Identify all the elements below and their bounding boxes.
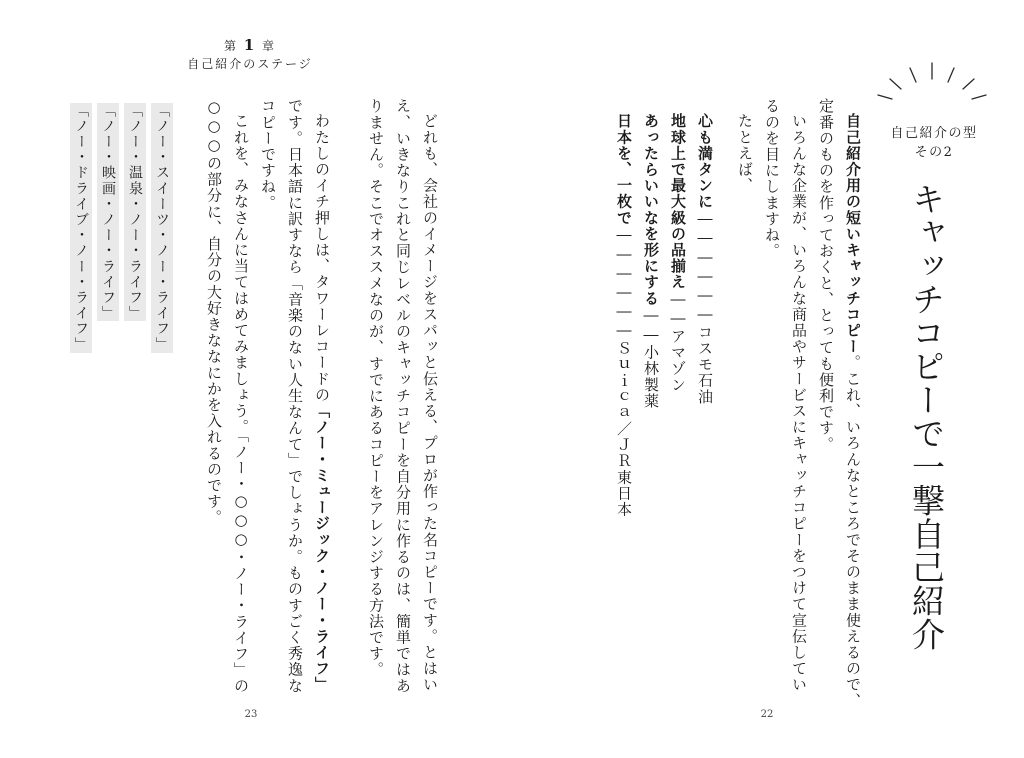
page-number-right: 22 xyxy=(760,709,774,720)
chapter-title: 自己紹介のステージ xyxy=(187,57,313,71)
sample-copy: 「ノー・映画・ノー・ライフ」 xyxy=(97,103,119,321)
chapter-prefix: 第 xyxy=(223,39,238,53)
chapter-number: 1 xyxy=(243,36,257,54)
right-para1-line5: たとえば、 xyxy=(736,113,754,194)
right-para1-line2: 定番のものを作っておくと、とっても便利です。 xyxy=(817,98,835,453)
sunburst-ornament xyxy=(870,55,1000,115)
bold-quote: 「ノー・ミュージック・ノー・ライフ」 xyxy=(313,402,331,693)
left-para2-line1: どれも、会社のイメージをスパッと伝える、プロが作った名コピーです。とはい xyxy=(421,113,439,693)
page-number-left: 23 xyxy=(244,709,258,720)
example-item: あったらいいなを形にする――小林製薬 xyxy=(642,113,660,409)
right-para1-line4: るのを目にしますね。 xyxy=(763,98,781,259)
left-para4-line2: ○○○の部分に、自分の大好きななにかを入れるのです。 xyxy=(205,98,223,526)
left-para3-line1: わたしのイチ押しは、タワーレコードの「ノー・ミュージック・ノー・ライフ」 xyxy=(313,113,331,693)
chapter-suffix: 章 xyxy=(262,39,277,53)
sample-copy: 「ノー・スイーツ・ノー・ライフ」 xyxy=(151,103,173,353)
left-para3-line3: コピーですね。 xyxy=(259,98,277,211)
left-para3-line2: です。日本語に訳すなら「音楽のない人生なんて」でしょうか。ものすごく秀逸な xyxy=(286,98,304,694)
type-label-line1: 自己紹介の型 xyxy=(890,126,978,141)
sample-copy: 「ノー・温泉・ノー・ライフ」 xyxy=(124,103,146,321)
left-para2-line2: え、いきなりこれと同じレベルのキャッチコピーを自分用に作るのは、簡単ではあ xyxy=(394,98,412,694)
right-para1-line3: いろんな企業が、いろんな商品やサービスにキャッチコピーをつけて宣伝してい xyxy=(790,113,808,693)
example-item: 日本を、一枚で――――――Ｓｕｉｃａ／ＪＲ東日本 xyxy=(615,113,633,518)
sample-copy: 「ノー・ドライブ・ノー・ライフ」 xyxy=(70,103,92,353)
bold-lead: 自己紹介用の短いキャッチコピー xyxy=(844,113,862,355)
right-para1-line1: 自己紹介用の短いキャッチコピー。これ、いろんなところでそのまま使えるので、 xyxy=(844,113,862,709)
example-item: 心も満タンに――――――コスモ石油 xyxy=(696,113,714,405)
type-label-line2: その2 xyxy=(914,145,954,160)
left-para2-line3: りません。そこでオススメなのが、すでにあるコピーをアレンジする方法です。 xyxy=(367,98,385,678)
page-title: キャッチコピーで一撃自己紹介 xyxy=(907,182,946,651)
chapter-header xyxy=(150,36,350,54)
example-item: 地球上で最大級の品揃え――アマゾン xyxy=(669,113,687,393)
left-para4-line1: これを、みなさんに当てはめてみましょう。「ノー・○○○・ノー・ライフ」の xyxy=(232,113,250,695)
